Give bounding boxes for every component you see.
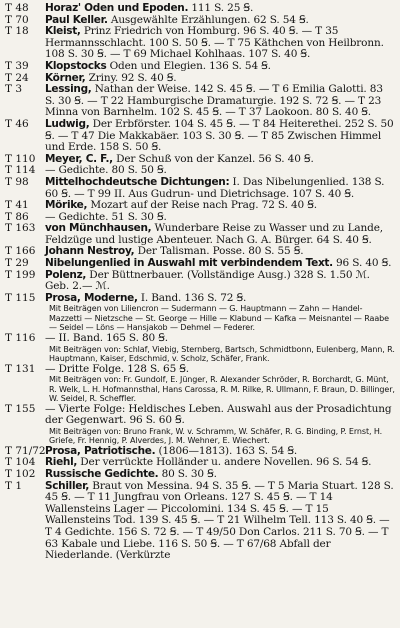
entry-text <box>45 84 395 119</box>
entry-title: Mörike, <box>45 199 88 212</box>
entry-detail: Nathan der Weise. 142 S. 45 Ꞩ. — T 6 Emilia Galotti. 83 S. 30 Ꞩ. — T 22 Hamburgische Dramaturgie. 192 S. 72 Ꞩ. — T 23 Minna von Barnhelm. 102 S. 45 Ꞩ. — T 37 Laokoon. 80 S. 40 Ꞩ. <box>45 83 383 119</box>
entry-text <box>45 481 395 562</box>
entry-text <box>45 177 395 200</box>
entry-code: T 116 <box>5 331 36 344</box>
entry-code: T 70 <box>5 13 29 26</box>
entry-detail: Zriny. 92 S. 40 Ꞩ. <box>85 71 177 84</box>
entry-detail: 80 S. 30 Ꞩ. <box>158 468 217 480</box>
entry-code: T 98 <box>5 175 29 188</box>
entry-contributors-note: Mit Beiträgen von: Schlaf, Viebig, Sternberg, Bartsch, Schmidtbonn, Eulenberg, Mann, R. Hauptmann, Kaiser, Edschmid, v. Scholz, Schäfer, Frank. <box>49 344 395 364</box>
entry-detail: Mozart auf der Reise nach Prag. 72 S. 40 Ꞩ. <box>87 199 317 212</box>
entry-text <box>45 404 395 427</box>
entry-detail: Prinz Friedrich von Homburg. 96 S. 40 Ꞩ. — T 35 Hermannsschlacht. 100 S. 50 Ꞩ. — T 75 Käthchen von Heilbronn. 108 S. 30 Ꞩ. — T 69 Michael Kohlhaas. 107 S. 40 Ꞩ. <box>45 25 384 61</box>
entry-title: Kleist, <box>45 25 81 38</box>
entry-code: T 163 <box>5 222 36 235</box>
entry-detail: — Gedichte. 80 S. 50 Ꞩ. <box>45 164 167 177</box>
entry-title: Paul Keller. <box>45 13 108 26</box>
entry-title: Mittelhochdeutsche Dichtungen: <box>45 175 230 188</box>
entry-text <box>45 333 395 345</box>
entry-detail: Wunderbare Reise zu Wasser und zu Lande, Feldzüge und lustige Abenteuer. Nach G. A. Bürger. 64 S. 40 Ꞩ. <box>45 222 383 246</box>
catalog-entry <box>5 119 395 154</box>
entry-detail: 96 S. 40 Ꞩ. <box>332 257 392 270</box>
entry-detail: I. Band. 136 S. 72 Ꞩ. <box>137 291 247 304</box>
entry-code: T 155 <box>5 402 36 415</box>
entry-title: Horaz' Oden und Epoden. <box>45 2 189 14</box>
catalog-entry <box>5 223 395 246</box>
entry-code: T 29 <box>5 257 29 270</box>
entry-text <box>45 364 395 376</box>
entry-text <box>45 26 395 61</box>
entry-code: T 71/72 <box>5 444 46 457</box>
entry-code: T 3 <box>5 83 23 96</box>
entry-code: T 110 <box>5 152 36 165</box>
entry-title: Prosa, Patriotische. <box>45 444 156 457</box>
entry-code: T 39 <box>5 59 29 72</box>
entry-code: T 1 <box>5 479 23 492</box>
entry-detail: — Dritte Folge. 128 S. 65 Ꞩ. <box>45 362 189 375</box>
catalog-entry <box>5 333 395 364</box>
entry-code: T 48 <box>5 2 29 14</box>
entry-code: T 41 <box>5 199 29 212</box>
entry-detail: Oden und Elegien. 136 S. 54 Ꞩ. <box>106 59 271 72</box>
entry-code: T 114 <box>5 164 36 177</box>
entry-contributors-note: Mit Beiträgen von Liliencron — Sudermann — G. Hauptmann — Zahn — Handel-Mazzetti — Nietzsche — St. George — Hille — Klabund — Kafka — Meisnantel — Raabe — Seidel — Löns — Hansjakob — Dehmel — Federer. <box>49 304 389 333</box>
entry-detail: — II. Band. 165 S. 80 Ꞩ. <box>45 331 168 344</box>
entry-code: T 46 <box>5 117 29 130</box>
catalog-entry <box>5 270 395 293</box>
entry-code: T 24 <box>5 71 29 84</box>
entry-code: T 131 <box>5 362 36 375</box>
entry-detail: Der Büttnerbauer. (Vollständige Ausg.) 328 S. 1.50 ℳ. Geb. 2.— ℳ. <box>45 268 370 293</box>
entry-title: Schiller, <box>45 479 90 492</box>
entry-text <box>45 293 395 305</box>
catalog-entry <box>5 84 395 119</box>
entry-detail: 111 S. 25 Ꞩ. <box>188 2 254 14</box>
entry-code: T 166 <box>5 245 36 258</box>
entry-title: Ludwig, <box>45 117 90 130</box>
entry-code: T 86 <box>5 210 29 223</box>
catalog-entry <box>5 364 395 404</box>
entry-title: Prosa, Moderne, <box>45 291 138 304</box>
entry-detail: Der Erbförster. 104 S. 45 Ꞩ. — T 84 Heiterethei. 252 S. 50 Ꞩ. — T 47 Die Makkabäer. 103 S. 30 Ꞩ. — T 85 Zwischen Himmel und Erde. 158 S. 50 Ꞩ. <box>45 117 394 154</box>
entry-title: Meyer, C. F., <box>45 152 113 165</box>
entry-text <box>45 270 395 293</box>
entry-title: von Münchhausen, <box>45 222 152 235</box>
catalog-entry <box>5 177 395 200</box>
entry-detail: I. Das Nibelungenlied. 138 S. 60 Ꞩ. — T 99 II. Aus Gudrun- und Dietrichsage. 107 S. 40 Ꞩ. <box>45 175 385 200</box>
entry-detail: — Gedichte. 51 S. 30 Ꞩ. <box>45 210 167 223</box>
entry-contributors-note: Mit Beiträgen von: Bruno Frank, W. v. Schramm, W. Schäfer, R. G. Binding, P. Ernst, H. Grieſe, Fr. Hennig, P. Alverdes, J. M. Wehner, E. Wiechert. <box>49 426 383 446</box>
entry-title: Lessing, <box>45 83 92 96</box>
entry-title: Johann Nestroy, <box>45 245 135 258</box>
entry-title: Nibelungenlied in Auswahl mit verbindendem Text. <box>45 257 333 270</box>
catalog-entry <box>5 404 395 446</box>
entry-detail: Der Talisman. Posse. 80 S. 55 Ꞩ. <box>134 245 304 258</box>
entry-detail: Braut von Messina. 94 S. 35 Ꞩ. — T 5 Maria Stuart. 128 S. 45 Ꞩ. — T 11 Jungfrau von Orleans. 127 S. 45 Ꞩ. — T 14 Wallensteins Lager — Piccolomini. 134 S. 45 Ꞩ. — T 15 Wallensteins Tod. 139 S. 45 Ꞩ. — T 21 Wilhelm Tell. 113 S. 40 Ꞩ. — T 4 Gedichte. 156 S. 72 Ꞩ. — T 49/50 Don Carlos. 211 S. 70 Ꞩ. — T 63 Kabale und Liebe. 116 S. 50 Ꞩ. — T 67/68 Abfall der Niederlande. (Verkürzte <box>45 479 394 562</box>
entry-code: T 18 <box>5 25 29 38</box>
entry-detail: Ausgewählte Erzählungen. 62 S. 54 Ꞩ. <box>107 13 309 26</box>
entry-text <box>45 119 395 154</box>
entry-title: Körner, <box>45 71 86 84</box>
catalog-entry <box>5 293 395 333</box>
entry-title: Russische Gedichte. <box>45 468 159 480</box>
entry-text <box>45 223 395 246</box>
catalog-entry <box>5 481 395 562</box>
entry-code: T 104 <box>5 456 36 469</box>
entry-code: T 115 <box>5 291 36 304</box>
entry-detail: Der Schuß von der Kanzel. 56 S. 40 Ꞩ. <box>112 152 314 165</box>
entry-title: Riehl, <box>45 456 78 469</box>
entry-contributors-note: Mit Beiträgen von: Fr. Gundolf, E. Jünger, R. Alexander Schröder, R. Borchardt, G. Münt, R. Welk, L. H. Hofmannsthal, Hans Carossa, R. M. Rilke, R. Ullmann, F. Braun, D. Billinger, W. Seidel, R. Scheffler. <box>49 375 395 404</box>
entry-code: T 102 <box>5 468 36 480</box>
entry-title: Polenz, <box>45 268 87 281</box>
entry-title: Klopstocks <box>45 59 107 72</box>
catalog-entry <box>5 26 395 61</box>
entry-detail: Der verrückte Holländer u. andere Novellen. 96 S. 54 Ꞩ. <box>77 456 372 469</box>
entry-detail: (1806—1813). 163 S. 54 Ꞩ. <box>155 444 298 457</box>
entry-detail: — Vierte Folge: Heldisches Leben. Auswahl aus der Prosadichtung der Gegenwart. 96 S. 60 Ꞩ. <box>45 402 392 427</box>
entry-code: T 199 <box>5 268 36 281</box>
